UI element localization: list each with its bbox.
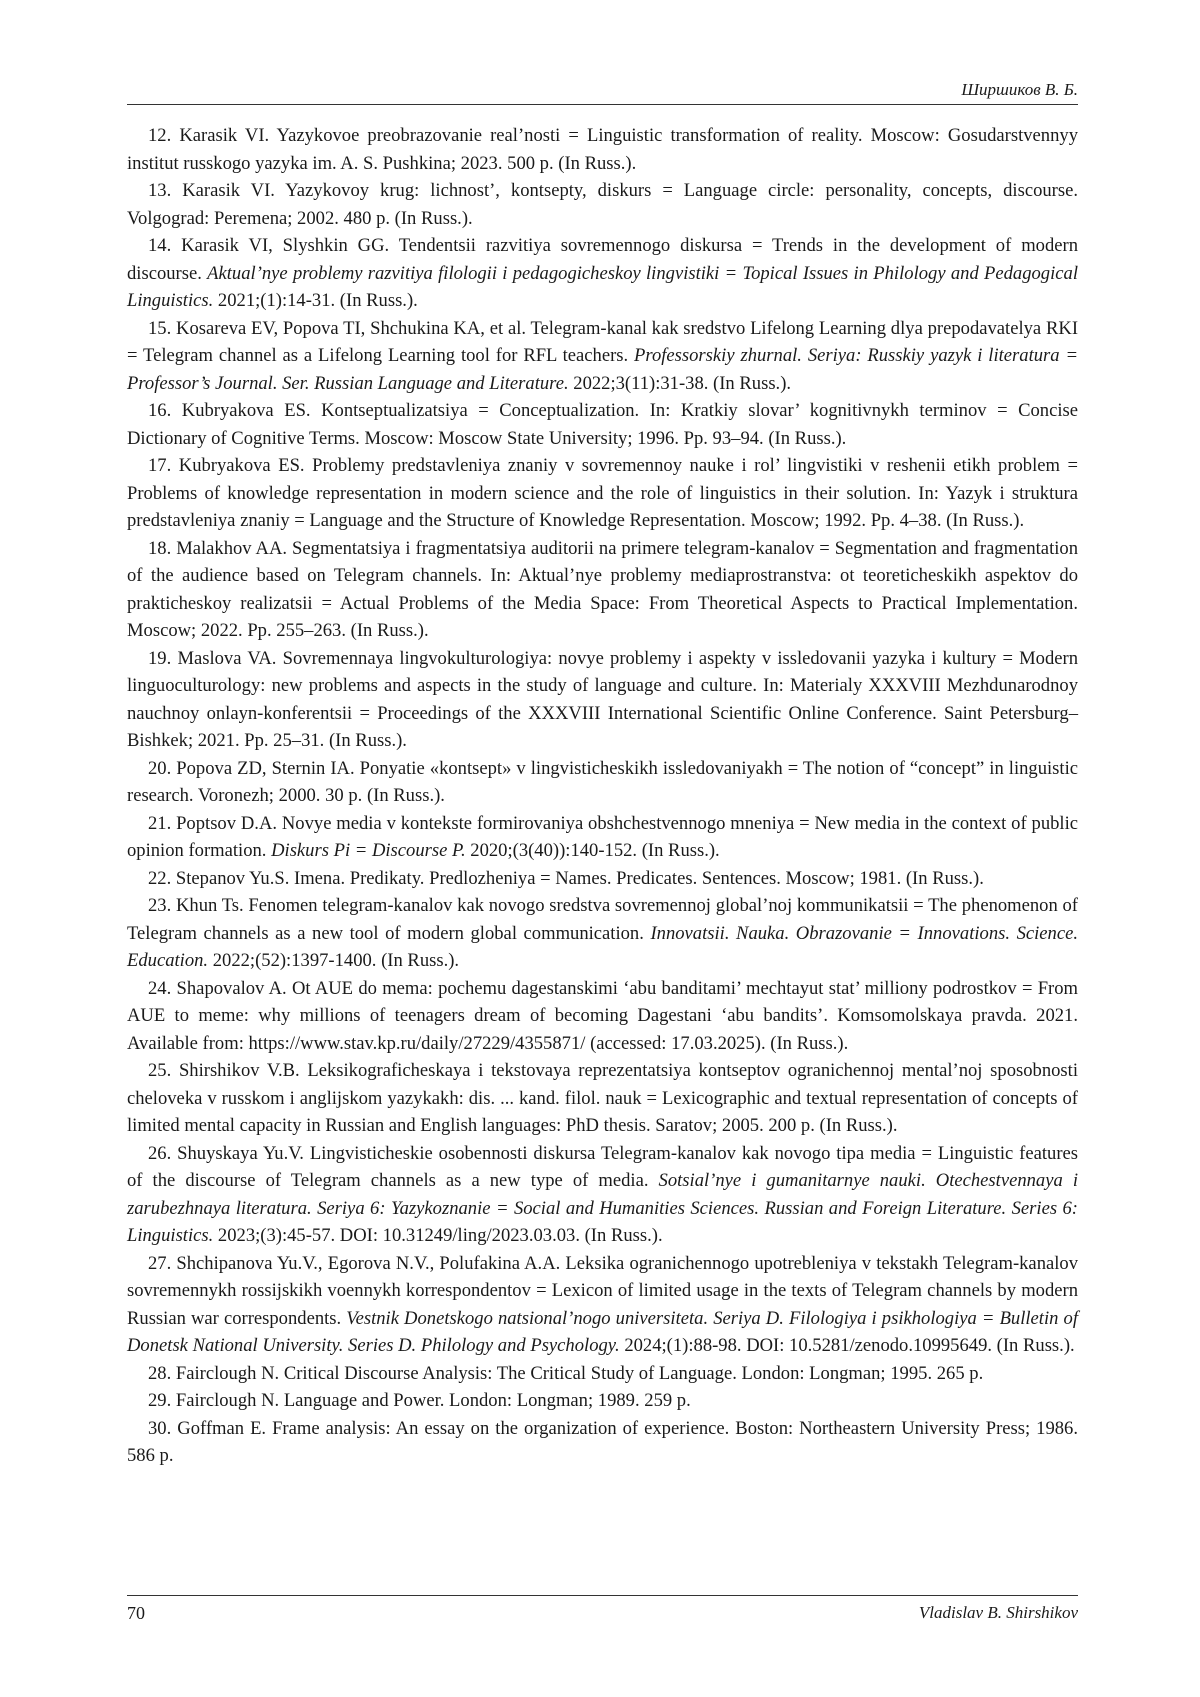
- reference-item: [127, 1387, 1078, 1415]
- reference-item: [127, 397, 1078, 452]
- reference-text: Popova ZD, Sternin IA. Ponyatie «kontsept» v lingvisticheskikh issledovaniyakh = The notion of “concept” in linguistic research. Voronezh; 2000. 30 p. (In Russ.).: [127, 757, 1079, 806]
- reference-text: Kubryakova ES. Kontseptualizatsiya = Conceptualization. In: Kratkiy slovar’ kognitivnykh terminov = Concise Dictionary of Cognitive Terms. Moscow: Moscow State University; 1996. Pp. 93–94. (In Russ.).: [127, 400, 1079, 449]
- reference-number: 29.: [148, 1390, 176, 1411]
- reference-text: Goffman E. Frame analysis: An essay on the organization of experience. Boston: Northeastern University Press; 1986. 586 p.: [127, 1417, 1079, 1466]
- reference-number: 15.: [148, 317, 177, 339]
- reference-text: Kosareva EV, Popova TI, Shchukina KA, et al. Telegram-kanal kak sredstvo Lifelong Learning dlya prepodavatelya RKI = Telegram channel as a Lifelong Learning tool for RFL teachers.: [127, 317, 1079, 366]
- reference-number: 19.: [148, 647, 178, 669]
- reference-source-title: Aktual’nye problemy razvitiya filologii i pedagogicheskoy lingvistiki = Topical Issues in Philology and Pedagogical Linguistics.: [127, 262, 1078, 311]
- reference-item: [127, 122, 1078, 177]
- reference-number: 17.: [148, 455, 179, 476]
- reference-text: Shuyskaya Yu.V. Lingvisticheskie osobennosti diskursa Telegram-kanalov kak novogo tipa media = Linguistic features of the discourse of Telegram channels as a new type of media.: [127, 1142, 1078, 1191]
- reference-text: Shchipanova Yu.V., Egorova N.V., Polufakina A.A. Leksika ogranichennogo upotrebleniya v tekstakh Telegram-kanalov sovremennykh rossijskikh voennykh korrespondentov = Lexicon of limited usage in the texts of Telegram channels by modern Russian war correspondents.: [127, 1252, 1078, 1329]
- reference-text: Malakhov AA. Segmentatsiya i fragmentatsiya auditorii na primere telegram-kanalov = Segmentation and fragmentation of the audience based on Telegram channels. In: Aktual’nye problemy mediaprostranstva: ot teoreticheskikh aspektov do prakticheskoy realizatsii = Actual Problems of the Media Space: From Theoretical Aspects to Practical Implementation. Moscow; 2022. Pp. 255–263. (In Russ.).: [127, 537, 1078, 641]
- reference-text: Karasik VI. Yazykovoy krug: lichnost’, kontsepty, diskurs = Language circle: personality, concepts, discourse. Volgograd: Peremena; 2002. 480 p. (In Russ.).: [127, 180, 1079, 229]
- reference-number: 30.: [148, 1417, 178, 1439]
- reference-text: 2022;3(11):31-38. (In Russ.).: [568, 372, 792, 394]
- reference-text: Karasik VI, Slyshkin GG. Tendentsii razvitiya sovremennogo diskursa = Trends in the development of modern discourse.: [127, 235, 1078, 284]
- footer-author: Vladislav B. Shirshikov: [918, 1603, 1078, 1622]
- reference-item: [127, 452, 1078, 535]
- reference-item: [127, 232, 1078, 315]
- reference-number: 18.: [148, 537, 177, 559]
- reference-item: [127, 892, 1078, 975]
- reference-text: Shirshikov V.B. Leksikograficheskaya i tekstovaya reprezentatsiya kontseptov ogranichennoj mental’noj sposobnosti cheloveka v russkom i anglijskom yazykakh: dis. ... kand. filol. nauk = Lexicographic and textual representation of concepts of limited mental capacity in Russian and English languages: PhD thesis. Saratov; 2005. 200 p. (In Russ.).: [127, 1060, 1078, 1136]
- reference-text: 2020;(3(40)):140-152. (In Russ.).: [465, 840, 720, 861]
- reference-item: [127, 810, 1078, 865]
- reference-item: [127, 1360, 1078, 1388]
- page-number: 70: [127, 1603, 145, 1623]
- reference-text: Fairclough N. Critical Discourse Analysis: The Critical Study of Language. London: Longman; 1995. 265 p.: [175, 1362, 984, 1384]
- reference-source-title: Diskurs Pi = Discourse P.: [271, 840, 466, 861]
- reference-text: 2024;(1):88-98. DOI: 10.5281/zenodo.10995649. (In Russ.).: [619, 1335, 1075, 1356]
- reference-number: 26.: [148, 1142, 178, 1164]
- reference-number: 27.: [148, 1252, 177, 1274]
- reference-text: Maslova VA. Sovremennaya lingvokulturologiya: novye problemy i aspekty v issledovanii yazyka i kultury = Modern linguoculturology: new problems and aspects in the study of language and culture. In: Materialy XXXVIII Mezhdunarodnoy nauchnoy onlayn-konferentsii = Proceedings of the XXXVIII International Scientific Online Conference. Saint Petersburg–Bishkek; 2021. Pp. 25–31. (In Russ.).: [127, 647, 1078, 751]
- reference-number: 21.: [148, 812, 177, 834]
- reference-item: [127, 177, 1078, 232]
- reference-number: 24.: [148, 977, 177, 999]
- reference-number: 22.: [148, 867, 176, 889]
- reference-item: [127, 1057, 1078, 1140]
- reference-number: 28.: [148, 1362, 176, 1384]
- reference-text: Stepanov Yu.S. Imena. Predikaty. Predlozheniya = Names. Predicates. Sentences. Moscow; 1981. (In Russ.).: [175, 867, 984, 889]
- reference-item: [127, 1415, 1078, 1470]
- reference-source-title: Sotsial’nye i gumanitarnye nauki. Otechestvennaya i zarubezhnaya literatura. Seriya 6: Yazykoznanie = Social and Humanities Sciences. Russian and Foreign Literature. Series 6: Linguistics.: [127, 1170, 1078, 1246]
- running-head: Ширшиков В. Б.: [961, 80, 1078, 99]
- reference-item: [127, 1250, 1078, 1360]
- reference-item: [127, 315, 1078, 398]
- reference-number: 16.: [148, 400, 182, 421]
- reference-source-title: Vestnik Donetskogo natsional’nogo universiteta. Seriya D. Filologiya i psikhologiya = Bulletin of Donetsk National University. Series D. Philology and Psychology.: [127, 1307, 1078, 1356]
- header-rule: [127, 104, 1078, 105]
- reference-text: Karasik VI. Yazykovoe preobrazovanie real’nosti = Linguistic transformation of reality. Moscow: Gosudarstvennyy institut russkogo yazyka im. A. S. Pushkina; 2023. 500 p. (In Russ.).: [127, 125, 1078, 174]
- reference-item: [127, 1140, 1078, 1250]
- reference-number: 12.: [148, 125, 180, 146]
- reference-text: Poptsov D.A. Novye media v kontekste formirovaniya obshchestvennogo mneniya = New media in the context of public opinion formation.: [127, 812, 1078, 861]
- reference-source-title: Professorskiy zhurnal. Seriya: Russkiy yazyk i literatura = Professor’s Journal. Ser. Russian Language and Literature.: [127, 345, 1078, 394]
- reference-text: 2023;(3):45-57. DOI: 10.31249/ling/2023.03.03. (In Russ.).: [213, 1225, 663, 1246]
- reference-list: [127, 122, 1078, 1470]
- reference-number: 23.: [148, 895, 176, 916]
- reference-item: [127, 645, 1078, 755]
- reference-number: 13.: [148, 180, 183, 201]
- reference-text: Shapovalov A. Ot AUE do mema: pochemu dagestanskimi ‘abu banditami’ mechtayut stat’ milliony podrostkov = From AUE to meme: why millions of teenagers dream of becoming Dagestani ‘abu bandits’. Komsomolskaya pravda. 2021. Available from: https://www.stav.kp.ru/daily/27229/4355871/ (accessed: 17.03.2025). (In Russ.).: [127, 977, 1079, 1054]
- reference-number: 20.: [148, 757, 177, 779]
- reference-text: 2021;(1):14-31. (In Russ.).: [213, 290, 418, 311]
- footer-rule: [127, 1595, 1078, 1596]
- reference-number: 14.: [148, 235, 182, 256]
- reference-text: Kubryakova ES. Problemy predstavleniya znaniy v sovremennoy nauke i rol’ lingvistiki v reshenii etikh problem = Problems of knowledge representation in modern science and the role of linguistics in their solution. In: Yazyk i struktura predstavleniya znaniy = Language and the Structure of Knowledge Representation. Moscow; 1992. Pp. 4–38. (In Russ.).: [127, 455, 1078, 531]
- reference-text: 2022;(52):1397-1400. (In Russ.).: [208, 950, 460, 971]
- reference-number: 25.: [148, 1060, 179, 1081]
- reference-source-title: Innovatsii. Nauka. Obrazovanie = Innovations. Science. Education.: [127, 922, 1078, 971]
- reference-item: [127, 975, 1078, 1058]
- reference-text: Khun Ts. Fenomen telegram-kanalov kak novogo sredstva sovremennoj global’noj kommunikatsii = The phenomenon of Telegram channels as a new tool of modern global communication.: [127, 895, 1078, 944]
- reference-text: Fairclough N. Language and Power. London: Longman; 1989. 259 p.: [175, 1390, 691, 1411]
- reference-item: [127, 755, 1078, 810]
- reference-item: [127, 865, 1078, 893]
- reference-item: [127, 535, 1078, 645]
